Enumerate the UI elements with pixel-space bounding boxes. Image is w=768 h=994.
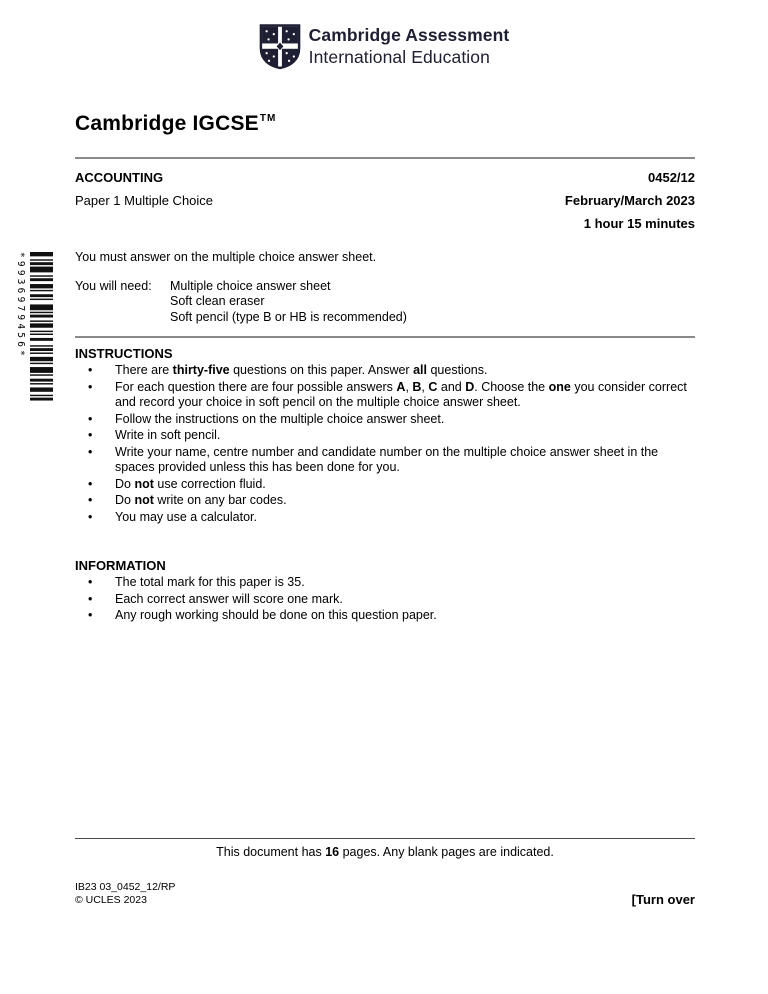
instructions-divider (75, 336, 695, 338)
instruction-item (75, 412, 695, 428)
materials-list (75, 279, 695, 326)
list-item-text: The total mark for this paper is 35. (115, 575, 305, 589)
bullet-icon: • (88, 509, 93, 524)
paper-reference: IB23 03_0452_12/RP (75, 881, 176, 893)
bullet-icon: • (88, 444, 93, 459)
instruction-item (75, 428, 695, 444)
paper-title: Paper 1 Multiple Choice (75, 193, 214, 208)
bullet-icon: • (88, 575, 93, 589)
list-item-text: For each question there are four possible answers A, B, C and D. Choose the one you consider correct and record your choice in soft pencil on the multiple choice answer sheet. (115, 379, 687, 409)
bullet-icon: • (88, 411, 93, 426)
list-item-text: Do not use correction fluid. (115, 476, 266, 491)
list-item-text: Follow the instructions on the multiple choice answer sheet. (115, 411, 445, 426)
bullet-icon: • (88, 379, 93, 394)
bullet-icon: • (88, 363, 93, 377)
paper-reference-block (75, 881, 175, 907)
pages-note: This document has 16 pages. Any blank pages are indicated. (216, 845, 554, 859)
list-item-text: Write in soft pencil. (115, 428, 221, 442)
list-item-text: Do not write on any bar codes. (115, 493, 287, 507)
paper-code: 0452/12 (648, 170, 695, 185)
exam-duration: 1 hour 15 minutes (583, 216, 695, 231)
bullet-icon: • (88, 591, 93, 606)
candidate-barcode (13, 252, 53, 402)
instruction-item (75, 380, 695, 411)
instruction-item (75, 363, 695, 379)
subject-row (75, 170, 695, 185)
duration-row (75, 216, 695, 231)
information-item (75, 575, 695, 591)
information-item (75, 592, 695, 608)
logo-wordmark (309, 25, 510, 68)
exam-session: February/March 2023 (564, 193, 695, 208)
bullet-icon: • (88, 608, 93, 622)
instruction-item (75, 477, 695, 493)
copyright-notice: © UCLES 2023 (75, 894, 147, 906)
trademark-symbol: TM (259, 113, 277, 124)
cover-content (75, 112, 695, 625)
information-list (75, 575, 695, 624)
materials-item: Multiple choice answer sheet (170, 278, 331, 293)
instruction-item (75, 445, 695, 476)
qualification-title (75, 112, 695, 136)
instructions-heading: INSTRUCTIONS (75, 346, 173, 361)
list-item-text: Write your name, centre number and candidate number on the multiple choice answer sheet in the spaces provided unless this has been done for you. (115, 444, 659, 474)
bullet-icon: • (88, 493, 93, 507)
barcode-bars-icon (30, 252, 53, 402)
materials-item: Soft pencil (type B or HB is recommended) (170, 309, 407, 324)
paper-title-row (75, 193, 695, 208)
turn-over-label: [Turn over (631, 892, 695, 907)
cambridge-logo (0, 23, 768, 70)
list-item-text: You may use a calculator. (115, 509, 257, 524)
answer-sheet-note: You must answer on the multiple choice answer sheet. (75, 250, 377, 264)
information-item (75, 608, 695, 624)
bullet-icon: • (88, 428, 93, 442)
qualification-name: Cambridge IGCSE (75, 112, 259, 135)
instructions-list (75, 363, 695, 525)
header-divider-top (75, 157, 695, 159)
materials-label: You will need: (75, 278, 152, 293)
list-item-text: Each correct answer will score one mark. (115, 591, 343, 606)
information-heading: INFORMATION (75, 558, 166, 573)
materials-item: Soft clean eraser (170, 294, 265, 308)
cambridge-crest-icon (259, 23, 301, 70)
subject-name: ACCOUNTING (75, 170, 164, 185)
footer-divider (75, 838, 695, 839)
instruction-item (75, 493, 695, 509)
materials-items (170, 279, 407, 326)
instruction-item (75, 510, 695, 526)
list-item-text: There are thirty-five questions on this paper. Answer all questions. (115, 363, 488, 377)
bullet-icon: • (88, 476, 93, 491)
logo-org-line2: International Education (308, 46, 490, 67)
logo-org-line1: Cambridge Assessment (308, 25, 510, 45)
barcode-number: *9936979456* (15, 252, 26, 360)
list-item-text: Any rough working should be done on this question paper. (115, 608, 437, 622)
